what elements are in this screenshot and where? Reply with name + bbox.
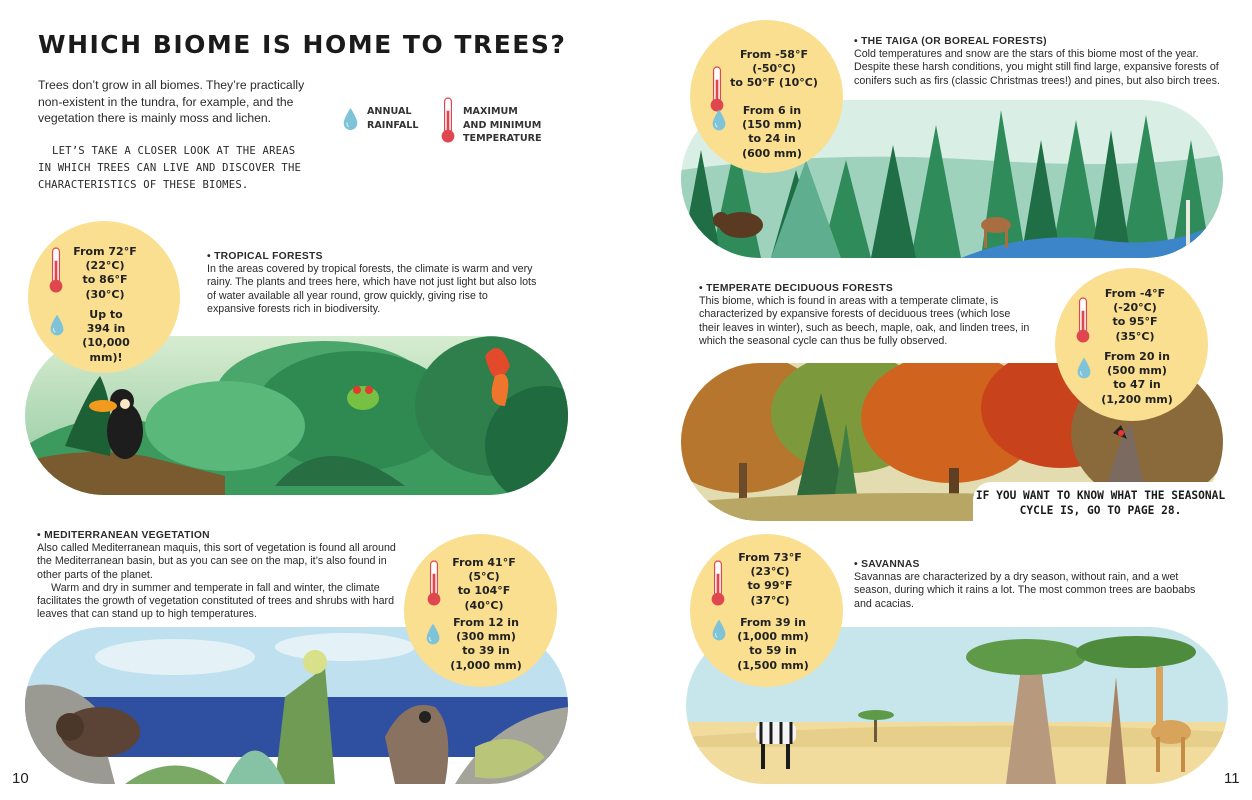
tropical-rainfall: Up to 394 in (10,000 mm)! [82, 308, 130, 364]
mediterranean-body: Also called Mediterranean maquis, this sort of vegetation is found all around the Mediterranean basin, but as you can see on the map, it’s also found in other parts of the planet. [37, 542, 396, 581]
tropical-section [207, 250, 537, 316]
thermometer-icon [1075, 297, 1091, 344]
taiga-climate-circle [690, 20, 843, 173]
rain-drop-icon [711, 106, 727, 134]
intro-caps-text: LET’S TAKE A CLOSER LOOK AT THE AREAS IN WHICH TREES CAN LIVE AND DISCOVER THE CHARACTERISTICS OF THESE BIOMES. [38, 145, 302, 191]
taiga-heading: • THE TAIGA (OR BOREAL FORESTS) [854, 36, 1047, 47]
taiga-body: Cold temperatures and snow are the stars of this biome most of the year. Despite these harsh conditions, you might still find large, expansive forests of conifers such as firs (classic Christmas trees!) and pines, but also birch trees. [854, 48, 1220, 87]
mediterranean-heading: • MEDITERRANEAN VEGETATION [37, 530, 210, 541]
savannas-heading: • SAVANNAS [854, 559, 920, 570]
mediterranean-climate-circle [404, 534, 557, 687]
thermometer-icon [440, 97, 456, 144]
page-number-right: 11 [1224, 770, 1240, 787]
mediterranean-rainfall: From 12 in (300 mm) to 39 in (1,000 mm) [450, 616, 522, 672]
temperate-climate-circle [1055, 268, 1208, 421]
tropical-heading: • TROPICAL FORESTS [207, 251, 323, 262]
tropical-body: In the areas covered by tropical forests, the climate is warm and very rainy. The plants and trees here, which have not just light but also lots of water available all year round, grow quickly, giving rise to expansive forests rich in biodiversity. [207, 263, 537, 315]
savannas-section [854, 558, 1214, 611]
temperate-body: This biome, which is found in areas with a temperate climate, is characterized by expansive forests of deciduous trees (which lose their leaves in winter), such as beech, maple, oak, and linden trees, in which the seasonal cycle can thus be fully observed. [699, 295, 1030, 347]
tropical-climate-circle [28, 221, 180, 373]
page-title: WHICH BIOME IS HOME TO TREES? [38, 30, 567, 59]
taiga-section [854, 35, 1224, 88]
seasonal-cycle-note: IF YOU WANT TO KNOW WHAT THE SEASONAL CYCLE IS, GO TO PAGE 28. [973, 482, 1228, 524]
temperate-temperature: From -4°F (-20°C) to 95°F (35°C) [1104, 287, 1166, 343]
legend-temperature: MAXIMUM AND MINIMUM TEMPERATURE [463, 106, 542, 144]
thermometer-icon [710, 560, 726, 607]
rain-drop-icon [49, 311, 65, 339]
intro-text: Trees don’t grow in all biomes. They’re practically non-existent in the tundra, for example, and the vegetation there is mainly moss and lichen. [38, 78, 305, 125]
taiga-temperature: From -58°F (-50°C) to 50°F (10°C) [730, 48, 818, 90]
rain-drop-icon [425, 620, 441, 648]
mediterranean-section [37, 529, 397, 621]
thermometer-icon [48, 247, 64, 294]
savanna-rainfall: From 39 in (1,000 mm) to 59 in (1,500 mm) [737, 616, 809, 672]
rain-drop-icon [1076, 354, 1092, 382]
temperate-heading: • TEMPERATE DECIDUOUS FORESTS [699, 283, 894, 294]
temperate-section [699, 282, 1034, 348]
temperate-rainfall: From 20 in (500 mm) to 47 in (1,200 mm) [1101, 350, 1173, 406]
rain-drop-icon [342, 104, 359, 134]
legend-rainfall: ANNUAL RAINFALL [367, 106, 419, 131]
savanna-temperature: From 73°F (23°C) to 99°F (37°C) [738, 551, 802, 607]
tropical-temperature: From 72°F (22°C) to 86°F (30°C) [73, 245, 137, 301]
mediterranean-body-2: Warm and dry in summer and temperate in fall and winter, the climate facilitates the growth of vegetation constituted of trees and shrubs with hard leaves that can stand up to high temperatures. [37, 581, 395, 621]
mediterranean-temperature: From 41°F (5°C) to 104°F (40°C) [452, 556, 516, 612]
thermometer-icon [426, 560, 442, 607]
savanna-climate-circle [690, 534, 843, 687]
taiga-rainfall: From 6 in (150 mm) to 24 in (600 mm) [742, 104, 802, 160]
rain-drop-icon [711, 616, 727, 644]
savannas-body: Savannas are characterized by a dry season, without rain, and a wet season, during which it rains a lot. The most common trees are baobabs and acacias. [854, 571, 1196, 610]
page-number-left: 10 [12, 770, 29, 787]
